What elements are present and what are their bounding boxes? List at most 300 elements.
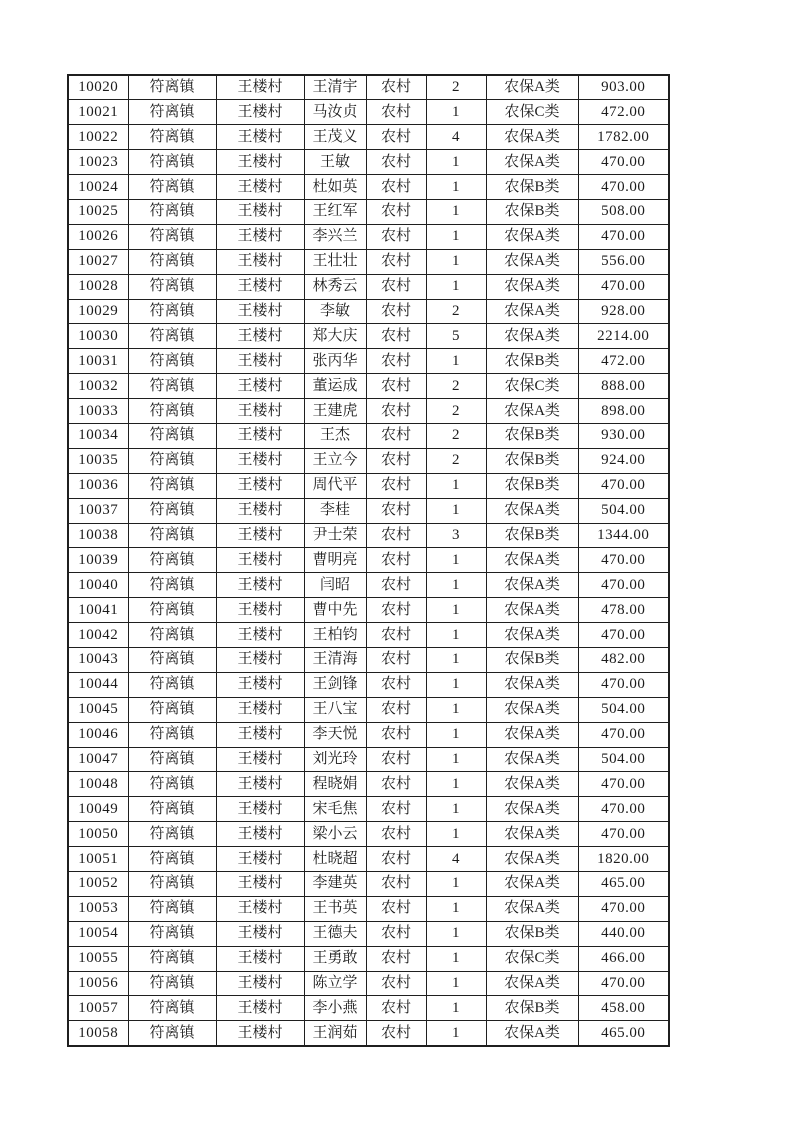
cell-insurance-category: 农保A类 xyxy=(486,672,578,697)
cell-town: 符离镇 xyxy=(128,399,216,424)
cell-record-id: 10024 xyxy=(68,175,128,200)
cell-record-id: 10026 xyxy=(68,224,128,249)
cell-area-type: 农村 xyxy=(366,672,426,697)
cell-town: 符离镇 xyxy=(128,100,216,125)
cell-record-id: 10057 xyxy=(68,996,128,1021)
cell-record-id: 10025 xyxy=(68,199,128,224)
table-row xyxy=(68,896,669,921)
cell-town: 符离镇 xyxy=(128,971,216,996)
cell-town: 符离镇 xyxy=(128,324,216,349)
cell-insurance-category: 农保A类 xyxy=(486,324,578,349)
cell-record-id: 10029 xyxy=(68,299,128,324)
cell-town: 符离镇 xyxy=(128,573,216,598)
table-row xyxy=(68,498,669,523)
table-row xyxy=(68,175,669,200)
cell-amount: 478.00 xyxy=(578,598,669,623)
cell-amount: 465.00 xyxy=(578,1021,669,1046)
cell-insurance-category: 农保A类 xyxy=(486,249,578,274)
cell-record-id: 10046 xyxy=(68,722,128,747)
cell-town: 符离镇 xyxy=(128,872,216,897)
cell-person-count: 2 xyxy=(426,299,486,324)
cell-insurance-category: 农保B类 xyxy=(486,175,578,200)
cell-person-count: 1 xyxy=(426,623,486,648)
cell-village: 王楼村 xyxy=(216,896,304,921)
cell-insurance-category: 农保A类 xyxy=(486,224,578,249)
cell-area-type: 农村 xyxy=(366,946,426,971)
table-row xyxy=(68,797,669,822)
cell-person-count: 2 xyxy=(426,75,486,100)
cell-record-id: 10049 xyxy=(68,797,128,822)
cell-village: 王楼村 xyxy=(216,747,304,772)
cell-village: 王楼村 xyxy=(216,199,304,224)
cell-amount: 504.00 xyxy=(578,747,669,772)
cell-town: 符离镇 xyxy=(128,175,216,200)
cell-area-type: 农村 xyxy=(366,971,426,996)
cell-name: 王清海 xyxy=(304,647,366,672)
cell-area-type: 农村 xyxy=(366,772,426,797)
cell-name: 王茂义 xyxy=(304,125,366,150)
cell-insurance-category: 农保A类 xyxy=(486,772,578,797)
cell-record-id: 10027 xyxy=(68,249,128,274)
table-row xyxy=(68,199,669,224)
cell-person-count: 1 xyxy=(426,822,486,847)
cell-village: 王楼村 xyxy=(216,548,304,573)
cell-village: 王楼村 xyxy=(216,175,304,200)
table-row xyxy=(68,249,669,274)
cell-area-type: 农村 xyxy=(366,996,426,1021)
cell-person-count: 1 xyxy=(426,647,486,672)
cell-name: 宋毛焦 xyxy=(304,797,366,822)
cell-amount: 470.00 xyxy=(578,175,669,200)
cell-insurance-category: 农保B类 xyxy=(486,996,578,1021)
table-row xyxy=(68,747,669,772)
table-row xyxy=(68,921,669,946)
cell-name: 王剑锋 xyxy=(304,672,366,697)
cell-name: 王润茹 xyxy=(304,1021,366,1046)
cell-town: 符离镇 xyxy=(128,349,216,374)
cell-person-count: 1 xyxy=(426,946,486,971)
cell-amount: 470.00 xyxy=(578,822,669,847)
cell-amount: 928.00 xyxy=(578,299,669,324)
cell-person-count: 1 xyxy=(426,100,486,125)
cell-area-type: 农村 xyxy=(366,747,426,772)
cell-insurance-category: 农保B类 xyxy=(486,921,578,946)
cell-insurance-category: 农保A类 xyxy=(486,125,578,150)
cell-village: 王楼村 xyxy=(216,573,304,598)
cell-town: 符离镇 xyxy=(128,75,216,100)
cell-person-count: 1 xyxy=(426,896,486,921)
cell-amount: 504.00 xyxy=(578,697,669,722)
cell-amount: 472.00 xyxy=(578,349,669,374)
cell-town: 符离镇 xyxy=(128,374,216,399)
cell-record-id: 10055 xyxy=(68,946,128,971)
cell-village: 王楼村 xyxy=(216,399,304,424)
cell-village: 王楼村 xyxy=(216,299,304,324)
cell-person-count: 1 xyxy=(426,175,486,200)
cell-town: 符离镇 xyxy=(128,697,216,722)
table-row xyxy=(68,672,669,697)
cell-name: 王书英 xyxy=(304,896,366,921)
cell-name: 程晓娟 xyxy=(304,772,366,797)
table-row xyxy=(68,996,669,1021)
cell-amount: 466.00 xyxy=(578,946,669,971)
cell-name: 王德夫 xyxy=(304,921,366,946)
cell-person-count: 2 xyxy=(426,399,486,424)
cell-amount: 470.00 xyxy=(578,971,669,996)
table-row xyxy=(68,598,669,623)
cell-record-id: 10020 xyxy=(68,75,128,100)
cell-person-count: 1 xyxy=(426,921,486,946)
cell-area-type: 农村 xyxy=(366,872,426,897)
cell-village: 王楼村 xyxy=(216,249,304,274)
cell-name: 林秀云 xyxy=(304,274,366,299)
cell-person-count: 1 xyxy=(426,150,486,175)
cell-amount: 556.00 xyxy=(578,249,669,274)
cell-village: 王楼村 xyxy=(216,150,304,175)
cell-name: 李桂 xyxy=(304,498,366,523)
cell-amount: 470.00 xyxy=(578,672,669,697)
table-row xyxy=(68,125,669,150)
cell-amount: 470.00 xyxy=(578,797,669,822)
cell-record-id: 10048 xyxy=(68,772,128,797)
cell-town: 符离镇 xyxy=(128,772,216,797)
cell-area-type: 农村 xyxy=(366,100,426,125)
cell-name: 陈立学 xyxy=(304,971,366,996)
cell-town: 符离镇 xyxy=(128,598,216,623)
cell-record-id: 10028 xyxy=(68,274,128,299)
cell-insurance-category: 农保A类 xyxy=(486,598,578,623)
cell-name: 闫昭 xyxy=(304,573,366,598)
cell-record-id: 10052 xyxy=(68,872,128,897)
cell-village: 王楼村 xyxy=(216,224,304,249)
cell-name: 王杰 xyxy=(304,423,366,448)
cell-area-type: 农村 xyxy=(366,374,426,399)
cell-insurance-category: 农保A类 xyxy=(486,797,578,822)
table-row xyxy=(68,722,669,747)
cell-amount: 470.00 xyxy=(578,896,669,921)
cell-name: 杜如英 xyxy=(304,175,366,200)
cell-town: 符离镇 xyxy=(128,448,216,473)
cell-village: 王楼村 xyxy=(216,946,304,971)
cell-insurance-category: 农保C类 xyxy=(486,946,578,971)
cell-person-count: 1 xyxy=(426,548,486,573)
cell-person-count: 1 xyxy=(426,573,486,598)
cell-area-type: 农村 xyxy=(366,448,426,473)
cell-person-count: 2 xyxy=(426,423,486,448)
cell-village: 王楼村 xyxy=(216,274,304,299)
cell-person-count: 1 xyxy=(426,1021,486,1046)
cell-record-id: 10058 xyxy=(68,1021,128,1046)
table-row xyxy=(68,548,669,573)
cell-insurance-category: 农保A类 xyxy=(486,872,578,897)
cell-town: 符离镇 xyxy=(128,623,216,648)
cell-village: 王楼村 xyxy=(216,697,304,722)
cell-town: 符离镇 xyxy=(128,249,216,274)
cell-person-count: 1 xyxy=(426,672,486,697)
cell-amount: 888.00 xyxy=(578,374,669,399)
cell-town: 符离镇 xyxy=(128,647,216,672)
cell-record-id: 10054 xyxy=(68,921,128,946)
cell-person-count: 1 xyxy=(426,249,486,274)
cell-village: 王楼村 xyxy=(216,100,304,125)
cell-record-id: 10042 xyxy=(68,623,128,648)
cell-record-id: 10031 xyxy=(68,349,128,374)
cell-area-type: 农村 xyxy=(366,75,426,100)
cell-area-type: 农村 xyxy=(366,249,426,274)
cell-village: 王楼村 xyxy=(216,921,304,946)
cell-village: 王楼村 xyxy=(216,647,304,672)
cell-village: 王楼村 xyxy=(216,125,304,150)
cell-record-id: 10037 xyxy=(68,498,128,523)
cell-person-count: 1 xyxy=(426,971,486,996)
cell-insurance-category: 农保B类 xyxy=(486,349,578,374)
cell-insurance-category: 农保A类 xyxy=(486,299,578,324)
cell-village: 王楼村 xyxy=(216,75,304,100)
cell-area-type: 农村 xyxy=(366,797,426,822)
table-row xyxy=(68,150,669,175)
cell-name: 李兴兰 xyxy=(304,224,366,249)
cell-area-type: 农村 xyxy=(366,921,426,946)
cell-amount: 470.00 xyxy=(578,548,669,573)
cell-town: 符离镇 xyxy=(128,722,216,747)
cell-insurance-category: 农保C类 xyxy=(486,100,578,125)
cell-name: 张丙华 xyxy=(304,349,366,374)
cell-amount: 465.00 xyxy=(578,872,669,897)
cell-town: 符离镇 xyxy=(128,822,216,847)
cell-record-id: 10056 xyxy=(68,971,128,996)
cell-person-count: 4 xyxy=(426,847,486,872)
cell-person-count: 3 xyxy=(426,523,486,548)
table-row xyxy=(68,224,669,249)
cell-record-id: 10047 xyxy=(68,747,128,772)
cell-person-count: 1 xyxy=(426,772,486,797)
cell-name: 曹明亮 xyxy=(304,548,366,573)
table-row xyxy=(68,872,669,897)
cell-insurance-category: 农保B类 xyxy=(486,448,578,473)
cell-town: 符离镇 xyxy=(128,199,216,224)
table-row xyxy=(68,299,669,324)
cell-record-id: 10022 xyxy=(68,125,128,150)
cell-record-id: 10045 xyxy=(68,697,128,722)
cell-name: 王勇敢 xyxy=(304,946,366,971)
cell-insurance-category: 农保B类 xyxy=(486,523,578,548)
cell-town: 符离镇 xyxy=(128,847,216,872)
cell-record-id: 10032 xyxy=(68,374,128,399)
cell-area-type: 农村 xyxy=(366,722,426,747)
cell-name: 周代平 xyxy=(304,473,366,498)
cell-village: 王楼村 xyxy=(216,324,304,349)
cell-town: 符离镇 xyxy=(128,224,216,249)
cell-town: 符离镇 xyxy=(128,672,216,697)
cell-person-count: 1 xyxy=(426,598,486,623)
cell-amount: 440.00 xyxy=(578,921,669,946)
cell-person-count: 2 xyxy=(426,374,486,399)
cell-town: 符离镇 xyxy=(128,797,216,822)
cell-area-type: 农村 xyxy=(366,423,426,448)
cell-amount: 470.00 xyxy=(578,573,669,598)
cell-area-type: 农村 xyxy=(366,473,426,498)
cell-insurance-category: 农保B类 xyxy=(486,647,578,672)
table-row xyxy=(68,374,669,399)
cell-area-type: 农村 xyxy=(366,573,426,598)
cell-person-count: 1 xyxy=(426,797,486,822)
cell-village: 王楼村 xyxy=(216,423,304,448)
table-row xyxy=(68,573,669,598)
cell-person-count: 1 xyxy=(426,996,486,1021)
cell-insurance-category: 农保A类 xyxy=(486,75,578,100)
cell-record-id: 10038 xyxy=(68,523,128,548)
table-row xyxy=(68,647,669,672)
cell-town: 符离镇 xyxy=(128,498,216,523)
cell-insurance-category: 农保A类 xyxy=(486,399,578,424)
cell-village: 王楼村 xyxy=(216,1021,304,1046)
cell-name: 李小燕 xyxy=(304,996,366,1021)
cell-village: 王楼村 xyxy=(216,623,304,648)
cell-insurance-category: 农保A类 xyxy=(486,150,578,175)
cell-village: 王楼村 xyxy=(216,374,304,399)
cell-village: 王楼村 xyxy=(216,772,304,797)
cell-area-type: 农村 xyxy=(366,125,426,150)
cell-name: 李天悦 xyxy=(304,722,366,747)
cell-record-id: 10044 xyxy=(68,672,128,697)
cell-amount: 470.00 xyxy=(578,722,669,747)
cell-insurance-category: 农保A类 xyxy=(486,498,578,523)
cell-town: 符离镇 xyxy=(128,1021,216,1046)
cell-area-type: 农村 xyxy=(366,150,426,175)
cell-village: 王楼村 xyxy=(216,872,304,897)
table-row xyxy=(68,971,669,996)
cell-insurance-category: 农保A类 xyxy=(486,971,578,996)
cell-village: 王楼村 xyxy=(216,971,304,996)
cell-village: 王楼村 xyxy=(216,523,304,548)
cell-name: 王红军 xyxy=(304,199,366,224)
table-row xyxy=(68,1021,669,1046)
cell-person-count: 1 xyxy=(426,872,486,897)
cell-insurance-category: 农保A类 xyxy=(486,722,578,747)
cell-person-count: 5 xyxy=(426,324,486,349)
cell-record-id: 10051 xyxy=(68,847,128,872)
cell-town: 符离镇 xyxy=(128,896,216,921)
table-row xyxy=(68,349,669,374)
cell-name: 王清宇 xyxy=(304,75,366,100)
cell-insurance-category: 农保A类 xyxy=(486,697,578,722)
cell-record-id: 10050 xyxy=(68,822,128,847)
table-row xyxy=(68,448,669,473)
cell-person-count: 1 xyxy=(426,722,486,747)
cell-area-type: 农村 xyxy=(366,598,426,623)
cell-area-type: 农村 xyxy=(366,299,426,324)
cell-area-type: 农村 xyxy=(366,324,426,349)
cell-name: 王壮壮 xyxy=(304,249,366,274)
table-row xyxy=(68,697,669,722)
table-row xyxy=(68,847,669,872)
table-row xyxy=(68,473,669,498)
cell-record-id: 10035 xyxy=(68,448,128,473)
table-row xyxy=(68,399,669,424)
cell-town: 符离镇 xyxy=(128,473,216,498)
cell-town: 符离镇 xyxy=(128,299,216,324)
cell-village: 王楼村 xyxy=(216,498,304,523)
cell-village: 王楼村 xyxy=(216,598,304,623)
table-row xyxy=(68,75,669,100)
cell-name: 王立今 xyxy=(304,448,366,473)
cell-record-id: 10036 xyxy=(68,473,128,498)
cell-amount: 458.00 xyxy=(578,996,669,1021)
cell-village: 王楼村 xyxy=(216,722,304,747)
cell-town: 符离镇 xyxy=(128,523,216,548)
cell-town: 符离镇 xyxy=(128,747,216,772)
cell-village: 王楼村 xyxy=(216,996,304,1021)
cell-village: 王楼村 xyxy=(216,349,304,374)
cell-person-count: 1 xyxy=(426,747,486,772)
cell-amount: 470.00 xyxy=(578,772,669,797)
cell-person-count: 1 xyxy=(426,498,486,523)
cell-name: 王柏钧 xyxy=(304,623,366,648)
cell-name: 王建虎 xyxy=(304,399,366,424)
cell-insurance-category: 农保A类 xyxy=(486,747,578,772)
cell-record-id: 10043 xyxy=(68,647,128,672)
cell-area-type: 农村 xyxy=(366,175,426,200)
cell-record-id: 10041 xyxy=(68,598,128,623)
cell-town: 符离镇 xyxy=(128,125,216,150)
cell-insurance-category: 农保B类 xyxy=(486,199,578,224)
cell-area-type: 农村 xyxy=(366,548,426,573)
cell-name: 李建英 xyxy=(304,872,366,897)
cell-person-count: 1 xyxy=(426,274,486,299)
cell-name: 梁小云 xyxy=(304,822,366,847)
cell-insurance-category: 农保A类 xyxy=(486,548,578,573)
cell-amount: 470.00 xyxy=(578,224,669,249)
table-row xyxy=(68,946,669,971)
cell-town: 符离镇 xyxy=(128,946,216,971)
cell-amount: 472.00 xyxy=(578,100,669,125)
cell-name: 董运成 xyxy=(304,374,366,399)
table-row xyxy=(68,274,669,299)
cell-insurance-category: 农保A类 xyxy=(486,573,578,598)
cell-record-id: 10040 xyxy=(68,573,128,598)
cell-person-count: 1 xyxy=(426,224,486,249)
cell-person-count: 4 xyxy=(426,125,486,150)
cell-record-id: 10034 xyxy=(68,423,128,448)
cell-name: 刘光玲 xyxy=(304,747,366,772)
cell-name: 杜晓超 xyxy=(304,847,366,872)
cell-name: 王敏 xyxy=(304,150,366,175)
cell-amount: 924.00 xyxy=(578,448,669,473)
cell-amount: 470.00 xyxy=(578,623,669,648)
cell-town: 符离镇 xyxy=(128,274,216,299)
cell-village: 王楼村 xyxy=(216,473,304,498)
cell-area-type: 农村 xyxy=(366,822,426,847)
table-row xyxy=(68,523,669,548)
cell-insurance-category: 农保A类 xyxy=(486,274,578,299)
cell-amount: 508.00 xyxy=(578,199,669,224)
cell-name: 马汝贞 xyxy=(304,100,366,125)
cell-amount: 470.00 xyxy=(578,473,669,498)
cell-area-type: 农村 xyxy=(366,697,426,722)
cell-amount: 903.00 xyxy=(578,75,669,100)
cell-name: 李敏 xyxy=(304,299,366,324)
cell-person-count: 1 xyxy=(426,349,486,374)
cell-amount: 930.00 xyxy=(578,423,669,448)
cell-name: 尹士荣 xyxy=(304,523,366,548)
cell-amount: 898.00 xyxy=(578,399,669,424)
cell-insurance-category: 农保C类 xyxy=(486,374,578,399)
cell-record-id: 10021 xyxy=(68,100,128,125)
cell-insurance-category: 农保A类 xyxy=(486,623,578,648)
cell-insurance-category: 农保A类 xyxy=(486,1021,578,1046)
cell-area-type: 农村 xyxy=(366,224,426,249)
table-row xyxy=(68,822,669,847)
